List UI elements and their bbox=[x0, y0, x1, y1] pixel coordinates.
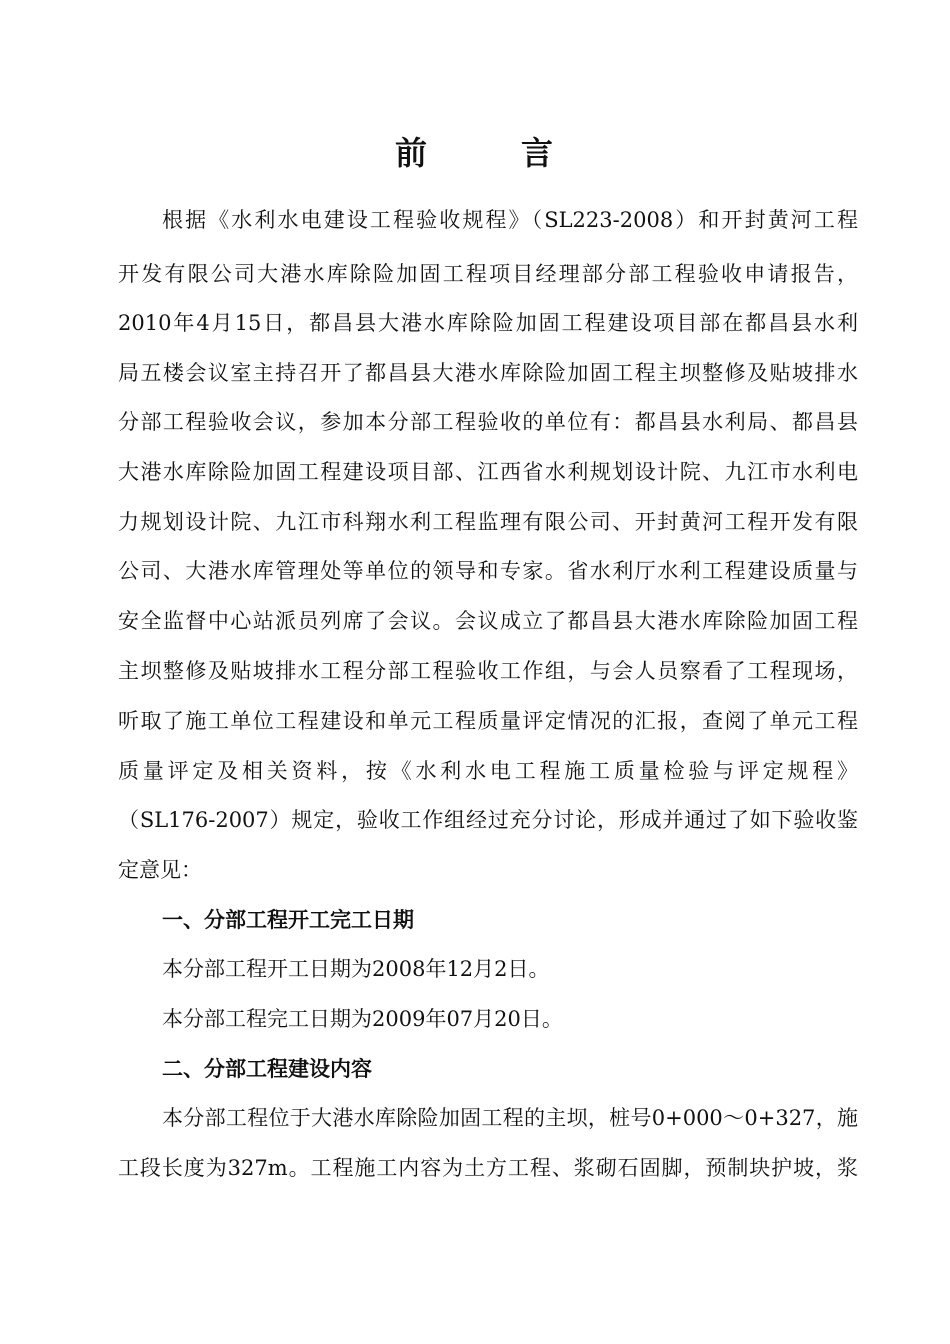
preface-line: 2010年4月15日，都昌县大港水库除险加固工程建设项目部在都昌县水利 bbox=[118, 311, 858, 335]
preface-line: 听取了施工单位工程建设和单元工程质量评定情况的汇报，查阅了单元工程 bbox=[118, 709, 858, 733]
section-2-line: 本分部工程位于大港水库除险加固工程的主坝，桩号0+000～0+327，施 bbox=[162, 1106, 858, 1130]
start-date-text: 本分部工程开工日期为2008年12月2日。 bbox=[162, 957, 550, 981]
preface-line: 分部工程验收会议，参加本分部工程验收的单位有：都昌县水利局、都昌县 bbox=[118, 410, 858, 434]
preface-line: 局五楼会议室主持召开了都昌县大港水库除险加固工程主坝整修及贴坡排水 bbox=[118, 361, 858, 385]
title-char-1: 前 bbox=[394, 134, 429, 172]
section-2-line: 工段长度为327m。工程施工内容为土方工程、浆砌石固脚，预制块护坡，浆 bbox=[118, 1156, 858, 1180]
preface-line: （SL176-2007）规定，验收工作组经过充分讨论，形成并通过了如下验收鉴 bbox=[118, 808, 858, 832]
preface-line: 安全监督中心站派员列席了会议。会议成立了都昌县大港水库除险加固工程 bbox=[118, 609, 858, 633]
preface-line: 开发有限公司大港水库除险加固工程项目经理部分部工程验收申请报告， bbox=[118, 262, 858, 286]
preface-line: 大港水库除险加固工程建设项目部、江西省水利规划设计院、九江市水利电 bbox=[118, 460, 858, 484]
title-char-2: 言 bbox=[521, 134, 556, 172]
section-2-heading: 二、分部工程建设内容 bbox=[162, 1057, 372, 1081]
section-1-heading: 一、分部工程开工完工日期 bbox=[162, 908, 414, 932]
preface-line: 定意见： bbox=[118, 858, 202, 882]
preface-line: 根据《水利水电建设工程验收规程》（SL223-2008）和开封黄河工程 bbox=[162, 208, 858, 232]
preface-line: 公司、大港水库管理处等单位的领导和专家。省水利厅水利工程建设质量与 bbox=[118, 559, 858, 583]
end-date-text: 本分部工程完工日期为2009年07月20日。 bbox=[162, 1007, 563, 1031]
preface-line: 质量评定及相关资料，按《水利水电工程施工质量检验与评定规程》 bbox=[118, 759, 858, 783]
preface-line: 力规划设计院、九江市科翔水利工程监理有限公司、开封黄河工程开发有限 bbox=[118, 510, 858, 534]
preface-line: 主坝整修及贴坡排水工程分部工程验收工作组，与会人员察看了工程现场， bbox=[118, 659, 858, 683]
page-title bbox=[0, 128, 950, 174]
